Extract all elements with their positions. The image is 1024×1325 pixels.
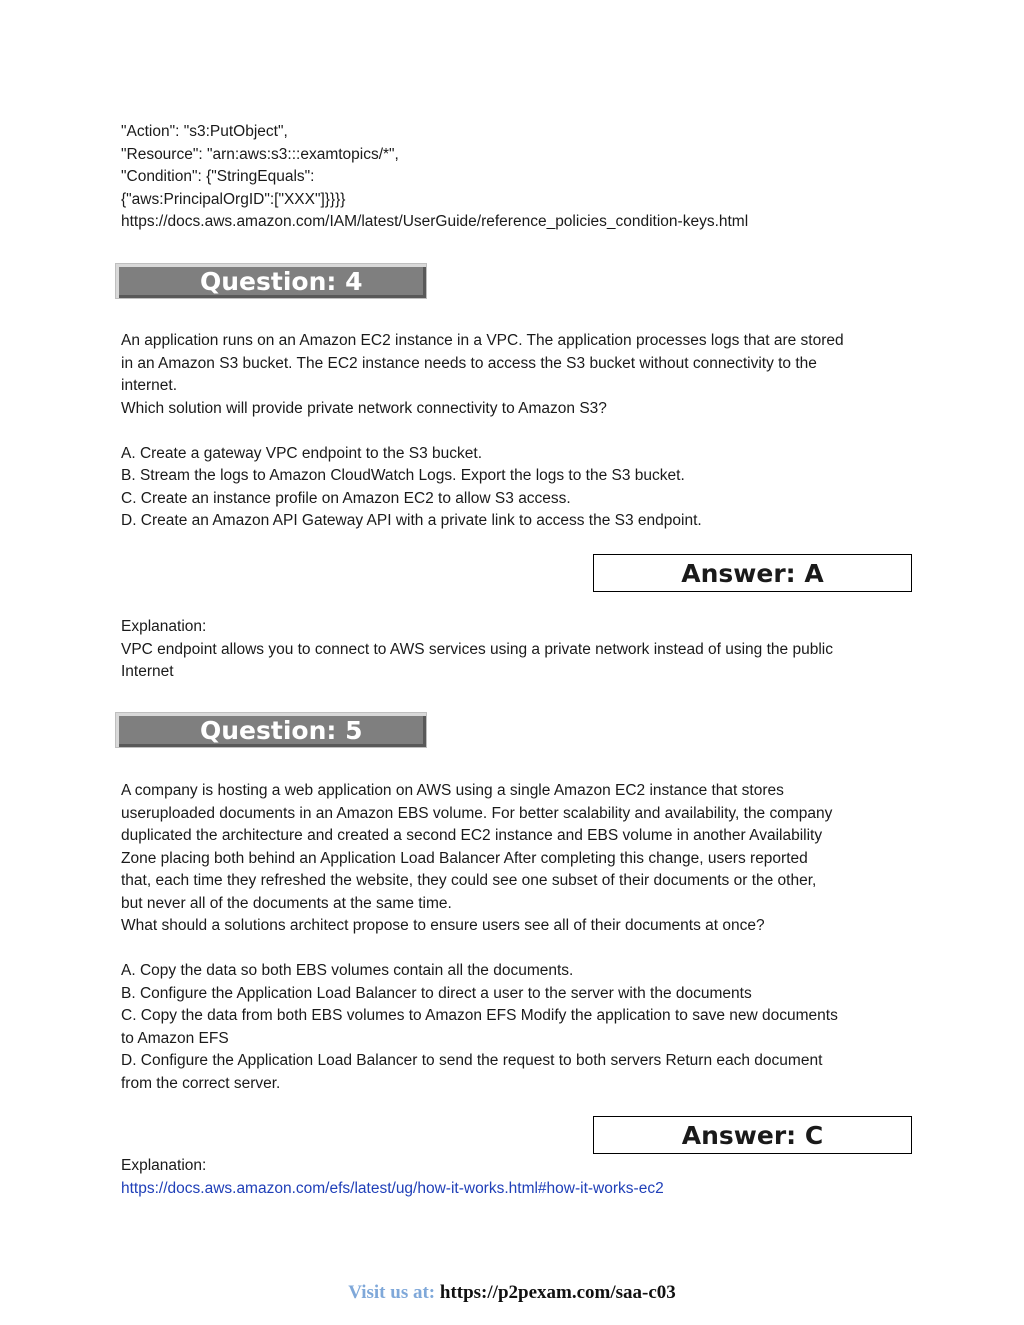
option-b: B. Configure the Application Load Balancer to direct a user to the server with the documents — [121, 984, 752, 1002]
question-5-body — [121, 780, 911, 1095]
reference-url: https://docs.aws.amazon.com/IAM/latest/UserGuide/reference_policies_condition-keys.html — [121, 213, 749, 230]
question-5-title: Question: 5 — [200, 716, 363, 745]
explanation-label: Explanation: — [121, 1157, 207, 1174]
question-5-answer-box — [593, 1116, 912, 1154]
footer-url[interactable]: https://p2pexam.com/saa-c03 — [439, 1282, 676, 1303]
question-4-title: Question: 4 — [200, 267, 363, 296]
question-text-line: in an Amazon S3 bucket. The EC2 instance needs to access the S3 bucket without connectivity to the — [121, 354, 817, 372]
option-c: C. Create an instance profile on Amazon EC2 to allow S3 access. — [121, 489, 571, 507]
code-line: "Action": "s3:PutObject", — [121, 123, 288, 140]
option-b: B. Stream the logs to Amazon CloudWatch Logs. Export the logs to the S3 bucket. — [121, 467, 685, 484]
option-a: A. Copy the data so both EBS volumes contain all the documents. — [121, 962, 574, 979]
question-text-line: Zone placing both behind an Application Load Balancer After completing this change, users reported — [121, 849, 808, 867]
question-4-banner — [115, 263, 427, 299]
option-c-continued: to Amazon EFS — [121, 1029, 229, 1047]
question-4-answer: Answer: A — [681, 559, 824, 588]
question-text-line: An application runs on an Amazon EC2 instance in a VPC. The application processes logs that are stored — [121, 332, 844, 349]
explanation-label: Explanation: — [121, 618, 207, 635]
footer — [0, 1282, 1024, 1304]
option-d: D. Configure the Application Load Balancer to send the request to both servers Return each document — [121, 1052, 823, 1069]
option-c: C. Copy the data from both EBS volumes to Amazon EFS Modify the application to save new documents — [121, 1007, 838, 1024]
question-text-line: that, each time they refreshed the website, they could see one subset of their documents or the other, — [121, 872, 817, 889]
code-line: {"aws:PrincipalOrgID":["XXX"]}}}} — [121, 190, 346, 208]
option-d: D. Create an Amazon API Gateway API with a private link to access the S3 endpoint. — [121, 512, 702, 529]
question-text-line: internet. — [121, 377, 178, 394]
question-4-answer-box — [593, 554, 912, 592]
question-prompt: Which solution will provide private network connectivity to Amazon S3? — [121, 399, 607, 417]
question-text-line: useruploaded documents in an Amazon EBS volume. For better scalability and availability, the company — [121, 804, 833, 822]
explanation-line: VPC endpoint allows you to connect to AWS services using a private network instead of using the public — [121, 640, 833, 658]
option-d-continued: from the correct server. — [121, 1074, 281, 1092]
question-4-explanation — [121, 616, 911, 684]
question-text-line: duplicated the architecture and created a second EC2 instance and EBS volume in another Availability — [121, 827, 823, 844]
question-4-body — [121, 330, 911, 533]
question-text-line: A company is hosting a web application on AWS using a single Amazon EC2 instance that stores — [121, 782, 784, 799]
question-5-banner — [115, 712, 427, 748]
question-5-explanation — [121, 1155, 911, 1200]
policy-snippet — [121, 121, 911, 234]
option-a: A. Create a gateway VPC endpoint to the S3 bucket. — [121, 444, 483, 462]
question-prompt: What should a solutions architect propose to ensure users see all of their documents at once? — [121, 917, 765, 934]
footer-visit-label: Visit us at: — [348, 1282, 436, 1303]
code-line: "Resource": "arn:aws:s3:::examtopics/*", — [121, 145, 399, 163]
explanation-line: Internet — [121, 663, 174, 680]
explanation-link[interactable]: https://docs.aws.amazon.com/efs/latest/ug/how-it-works.html#how-it-works-ec2 — [121, 1179, 664, 1197]
question-text-line: but never all of the documents at the same time. — [121, 894, 452, 912]
code-line: "Condition": {"StringEquals": — [121, 168, 315, 185]
question-5-answer: Answer: C — [681, 1121, 824, 1150]
